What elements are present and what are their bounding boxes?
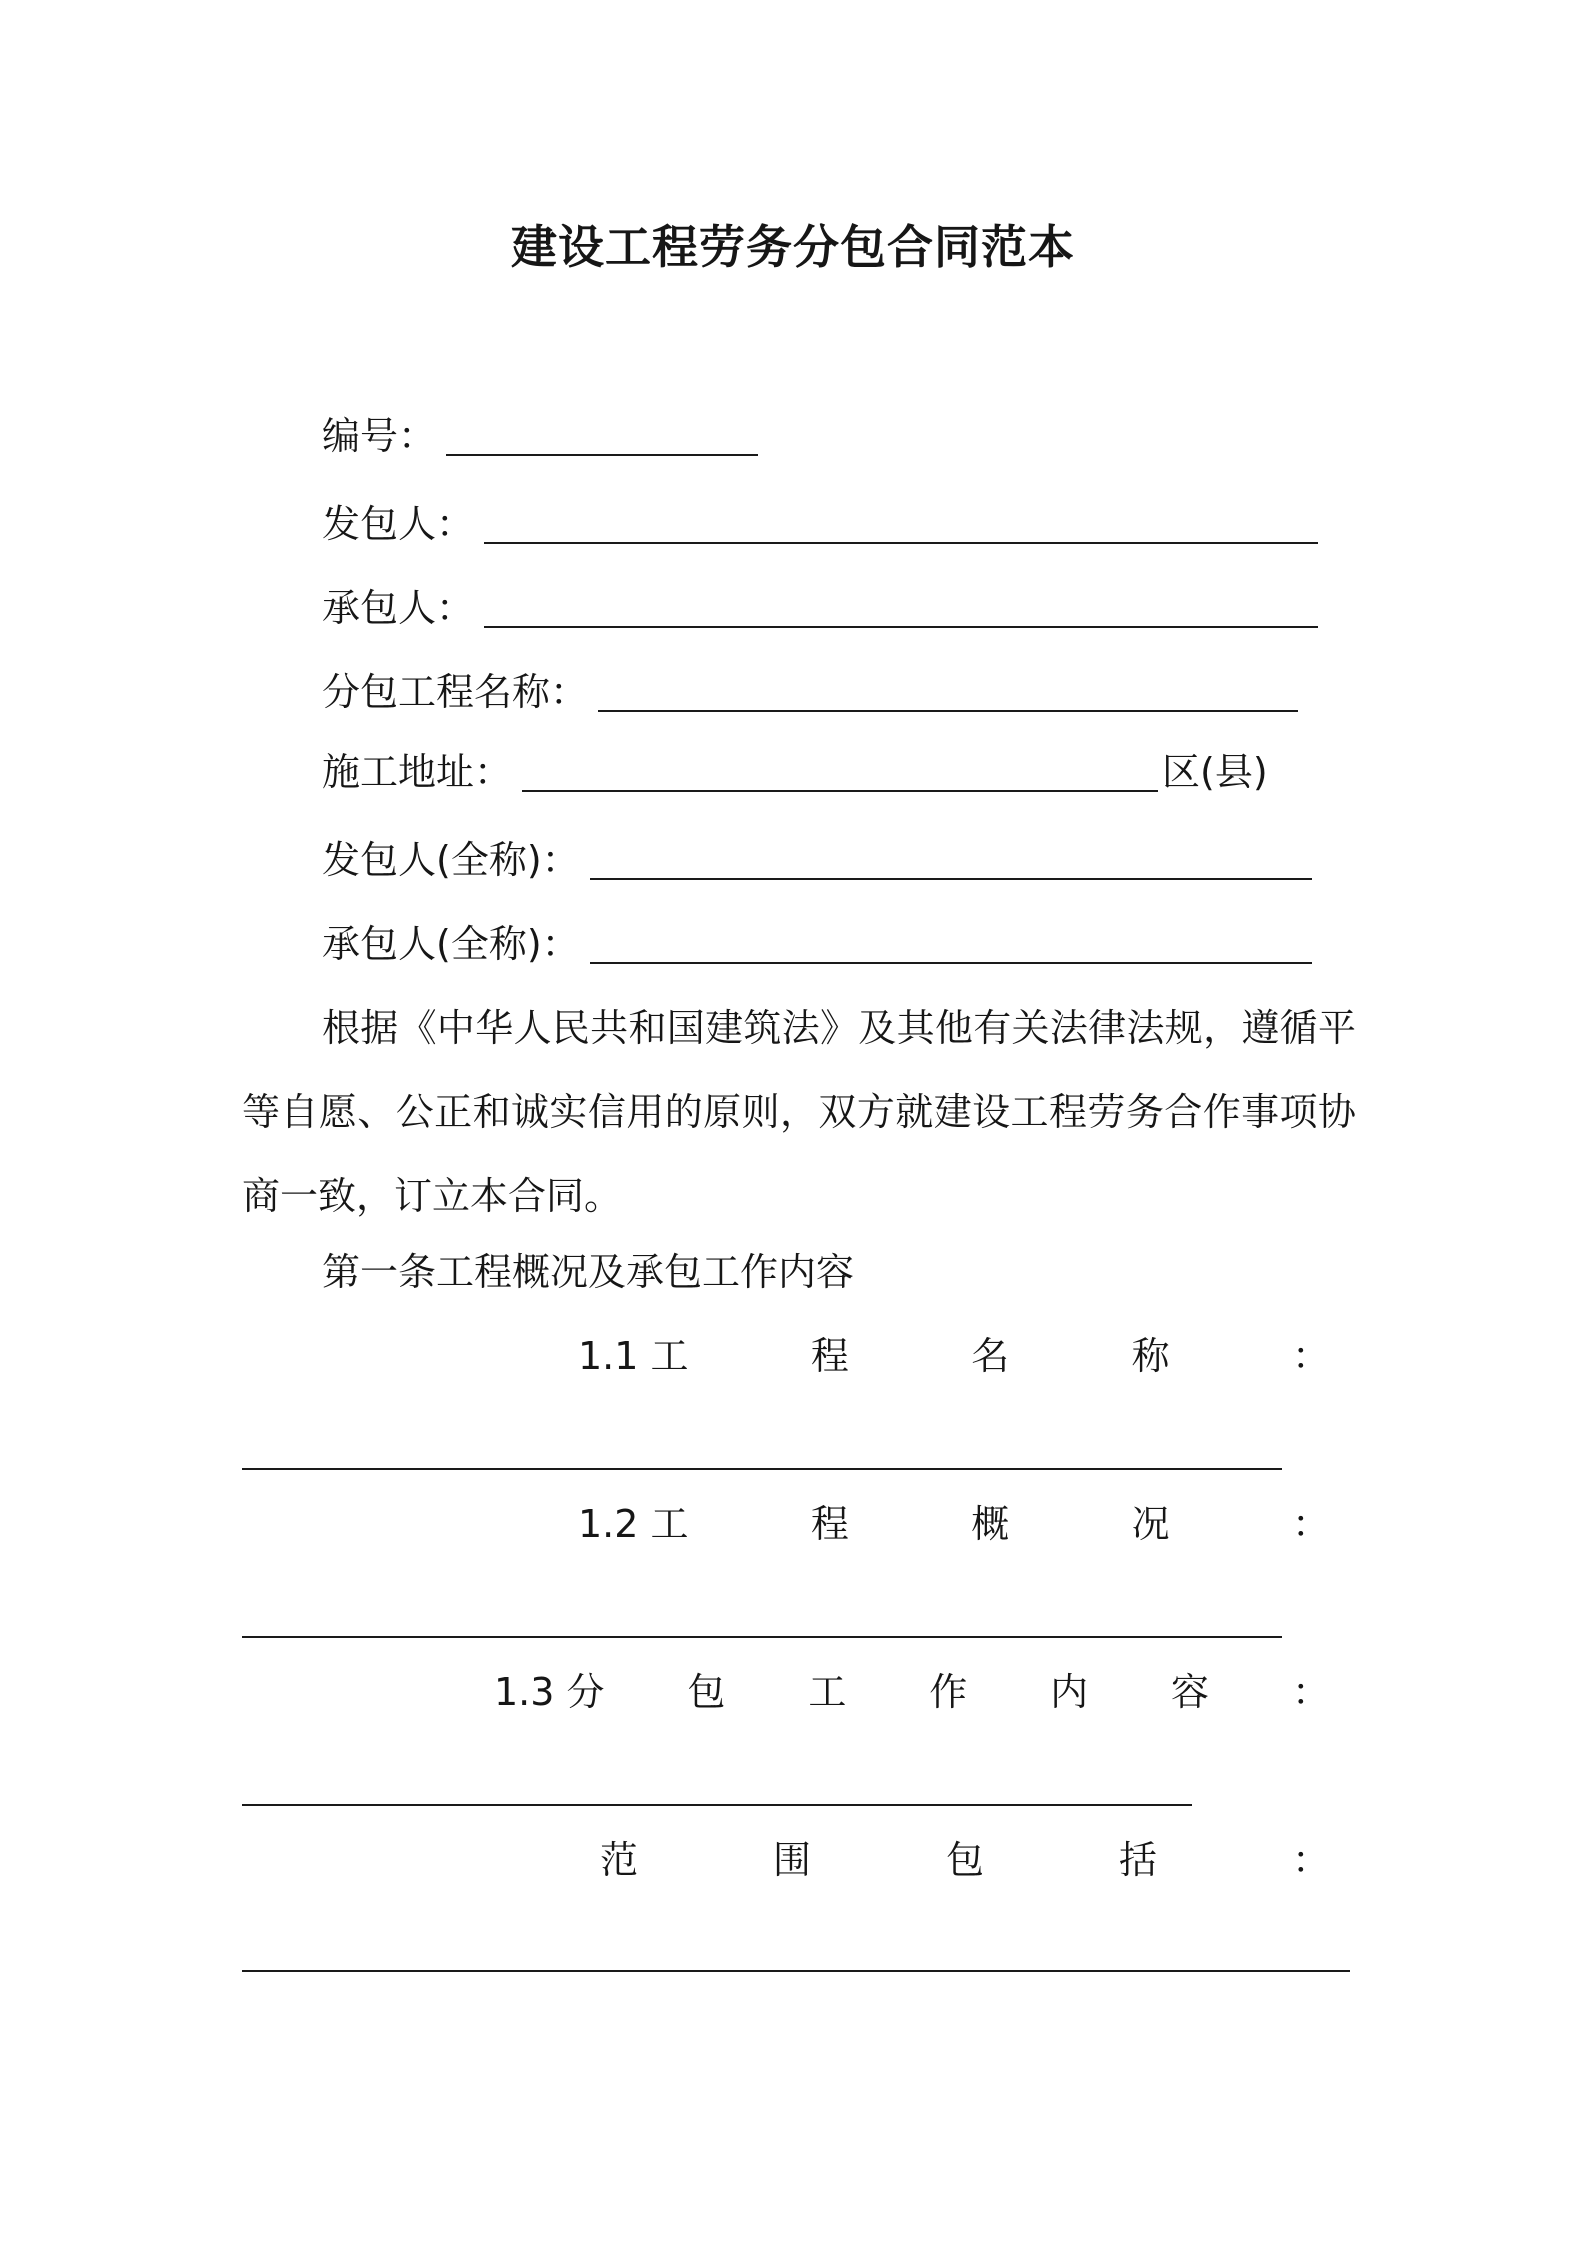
field-contractor	[322, 582, 1318, 634]
contractor-blank[interactable]	[484, 586, 1318, 628]
field-label: 发包人：	[322, 502, 475, 546]
item-1-2-blank[interactable]	[242, 1636, 1282, 1638]
contract-number-blank[interactable]	[446, 414, 758, 456]
project-name-blank[interactable]	[598, 670, 1298, 712]
field-employer-fullname	[322, 834, 1312, 886]
item-char: 程	[810, 1502, 849, 1546]
item-char: 容	[1171, 1670, 1210, 1714]
contractor-fullname-blank[interactable]	[590, 922, 1312, 964]
item-char: 包	[687, 1670, 726, 1714]
item-char: 况	[1131, 1502, 1170, 1546]
item-char: 1.2 工	[578, 1502, 689, 1546]
item-char: ：	[1291, 1334, 1330, 1378]
scope-blank[interactable]	[242, 1970, 1350, 1972]
site-address-blank[interactable]	[522, 750, 1158, 792]
item-char: 工	[808, 1670, 847, 1714]
item-char: ：	[1291, 1838, 1330, 1882]
item-1-1-blank[interactable]	[242, 1468, 1282, 1470]
district-suffix: 区(县)	[1162, 750, 1268, 794]
item-1-2-label	[578, 1498, 1330, 1550]
item-char: ：	[1291, 1502, 1330, 1546]
intro-paragraph: 根据《中华人民共和国建筑法》及其他有关法律法规，遵循平等自愿、公正和诚实信用的原则，双方就建设工程劳务合作事项协商一致，订立本合同。	[242, 1006, 1356, 1218]
employer-blank[interactable]	[484, 502, 1318, 544]
item-char: 程	[810, 1334, 849, 1378]
item-char: 1.3 分	[494, 1670, 605, 1714]
item-char: 1.1 工	[578, 1334, 689, 1378]
field-label: 发包人(全称)：	[322, 838, 580, 882]
item-1-3-blank[interactable]	[242, 1804, 1192, 1806]
scope-label	[600, 1834, 1330, 1886]
employer-fullname-blank[interactable]	[590, 838, 1312, 880]
item-char: 范	[600, 1838, 639, 1882]
item-char: 概	[971, 1502, 1010, 1546]
item-char: 括	[1118, 1838, 1157, 1882]
field-contract-number	[322, 410, 758, 462]
field-label: 承包人(全称)：	[322, 922, 580, 966]
item-char: 围	[772, 1838, 811, 1882]
article-1-heading: 第一条工程概况及承包工作内容	[322, 1250, 855, 1294]
field-label: 施工地址：	[322, 750, 513, 794]
field-contractor-fullname	[322, 918, 1312, 970]
field-site-address	[322, 746, 1268, 798]
item-1-3-label	[494, 1666, 1330, 1718]
item-char: 作	[929, 1670, 968, 1714]
item-char: ：	[1291, 1670, 1330, 1714]
document-title: 建设工程劳务分包合同范本	[511, 220, 1075, 274]
item-1-1-label	[578, 1330, 1330, 1382]
item-char: 称	[1131, 1334, 1170, 1378]
field-label: 承包人：	[322, 586, 475, 630]
item-char: 内	[1050, 1670, 1089, 1714]
item-char: 包	[945, 1838, 984, 1882]
field-label: 分包工程名称：	[322, 670, 589, 714]
field-label: 编号：	[322, 414, 437, 458]
field-project-name	[322, 666, 1298, 718]
field-employer	[322, 498, 1318, 550]
item-char: 名	[971, 1334, 1010, 1378]
